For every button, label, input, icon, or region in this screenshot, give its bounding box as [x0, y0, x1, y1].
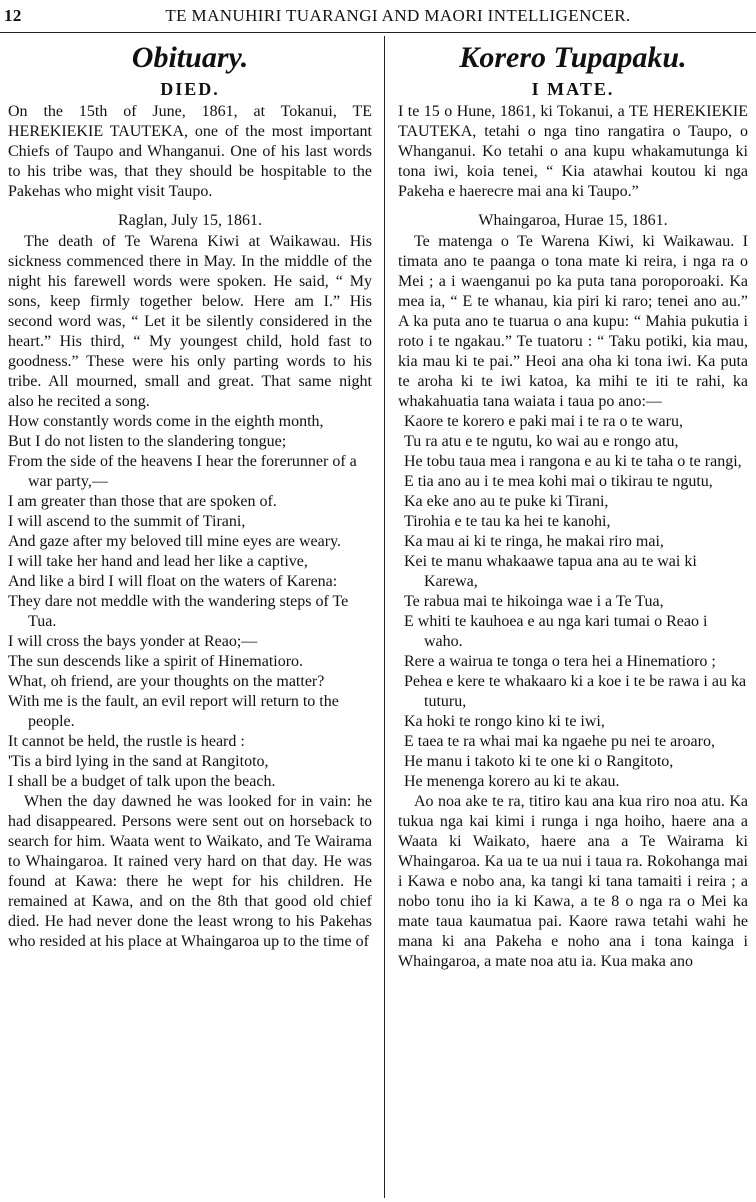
- article-paragraph-2: Ao noa ake te ra, titiro kau ana kua riro noa atu. Ka tukua nga kai kimi i runga i nga hoiho, haere ana a Waata ki Waikato, haere ana a Te Wairama ki Whaingaroa. Ka ua te ua nui i taua ra. Rokohanga mai i Kawa e nobo ana, ka tangi ki tana tamaiti i reira ; a nobo tonu iho ia ki Kawa, a te 8 o nga ra o Mei ka mate taua kaumatua pai. Kaore rawa tetahi wahi he mana ki ana Pakeha e noho ana i tona kainga i Whaingaroa, a mate noa atu ia. Kua maka ano: [398, 793, 748, 970]
- verse-line: With me is the fault, an evil report will return to the people.: [8, 693, 339, 730]
- verse-line: Kaore te korero e paki mai i te ra o te waru,: [404, 413, 683, 430]
- obituary-heading: Obituary.: [131, 41, 249, 74]
- verse-line: Kei te manu whakaawe tapua ana au te wai ki Karewa,: [404, 553, 697, 590]
- verse-line: What, oh friend, are your thoughts on the matter?: [8, 673, 325, 690]
- verse-line: The sun descends like a spirit of Hinematioro.: [8, 653, 304, 670]
- verse-line: Rere a wairua te tonga o tera hei a Hinematioro ;: [404, 653, 716, 670]
- verse-line: E tia ano au i te mea kohi mai o tikirau te ngutu,: [404, 473, 713, 490]
- death-notice: On the 15th of June, 1861, at Tokanui, TE HEREKIEKIE TAUTEKA, one of the most important Chiefs of Taupo and Whanganui. One of his last words to his tribe was, that they should be hospitable to the Pakehas who might visit Taupo.: [8, 103, 372, 200]
- masthead-title: TE MANUHIRI TUARANGI AND MAORI INTELLIGENCER.: [165, 6, 631, 25]
- verse-line: He menenga korero au ki te akau.: [404, 773, 620, 790]
- verse-line: Ka mau ai ki te ringa, he makai riro mai,: [404, 533, 664, 550]
- verse-line: Ka eke ano au te puke ki Tirani,: [404, 493, 609, 510]
- verse-line: I will cross the bays yonder at Reao;—: [8, 633, 258, 650]
- i-mate-subheading: I MATE.: [531, 79, 615, 99]
- english-column: [8, 36, 372, 952]
- verse-line: And like a bird I will float on the waters of Karena:: [8, 573, 338, 590]
- song-verse: [398, 412, 748, 792]
- header-rule: [0, 32, 756, 33]
- verse-line: But I do not listen to the slandering tongue;: [8, 433, 287, 450]
- verse-line: I will ascend to the summit of Tirani,: [8, 513, 246, 530]
- spacer: [8, 202, 372, 210]
- article-paragraph-1: The death of Te Warena Kiwi at Waikawau. His sickness commenced there in May. In the middle of the night his farewell words were spoken. He said, “ My sons, keep firmly together below. Here am I.” His second word was, “ Let it be silently considered in the heart.” His third, “ My youngest child, hold fast to goodness.” These were his only parting words to his tribe. All mourned, small and great. That same night also he recited a song.: [8, 233, 372, 410]
- verse-line: I shall be a budget of talk upon the beach.: [8, 773, 276, 790]
- verse-line: He manu i takoto ki te one ki o Rangitoto,: [404, 753, 674, 770]
- verse-line: 'Tis a bird lying in the sand at Rangitoto,: [8, 753, 269, 770]
- article-paragraph-1: Te matenga o Te Warena Kiwi, ki Waikawau. I timata ano te paanga o tona mate ki reira, i nga ra o Mei ; a i waenganui po ka puta tana poroporoaki. Ka mea ia, “ E te whanau, kia piri ki raro; tenei ano au.” A ka puta ano te tuarua o ana kupu: “ Mahia pukutia i roto i te ngakau.” Te tuatoru : “ Taku potiki, kia mau, kia mau ki te pai.” Heoi ana oha ki tona iwi. Ka puta te aroha ki te iwi katoa, ka mihi te iti te rahi, ka whakahuatia tana waiata i taua po ano:—: [398, 233, 748, 410]
- maori-column: [398, 36, 748, 972]
- verse-line: I am greater than those that are spoken of.: [8, 493, 277, 510]
- song-verse: [8, 412, 372, 792]
- page-number: 12: [4, 6, 22, 25]
- verse-line: Ka hoki te rongo kino ki te iwi,: [404, 713, 605, 730]
- verse-line: Tu ra atu e te ngutu, ko wai au e rongo atu,: [404, 433, 679, 450]
- verse-line: Te rabua mai te hikoinga wae i a Te Tua,: [404, 593, 664, 610]
- verse-line: E whiti te kauhoea e au nga kari tumai o Reao i waho.: [404, 613, 708, 650]
- article-paragraph-2: When the day dawned he was looked for in vain: he had disappeared. Persons were sent out on horseback to search for him. Waata went to Waikato, and Te Wairama to Whaingaroa. It rained very hard on that day. He was found at Kawa: there he wept for his children. He remained at Kawa, and on the 8th that good old chief died. He had never done the least wrong to his Pakehas who resided at his place at Whaingaroa up to the time of: [8, 793, 372, 950]
- verse-line: And gaze after my beloved till mine eyes are weary.: [8, 533, 342, 550]
- dateline: Raglan, July 15, 1861.: [118, 212, 262, 229]
- column-divider: [384, 36, 385, 1198]
- verse-line: Tirohia e te tau ka hei te kanohi,: [404, 513, 611, 530]
- verse-line: They dare not meddle with the wandering steps of Te Tua.: [8, 593, 349, 630]
- spacer: [398, 202, 748, 210]
- korero-heading: Korero Tupapaku.: [459, 41, 687, 74]
- verse-line: How constantly words come in the eighth month,: [8, 413, 324, 430]
- verse-line: It cannot be held, the rustle is heard :: [8, 733, 245, 750]
- verse-line: E taea te ra whai mai ka ngaehe pu nei te aroaro,: [404, 733, 715, 750]
- death-notice: I te 15 o Hune, 1861, ki Tokanui, a TE HEREKIEKIE TAUTEKA, tetahi o nga tino rangatira o Taupo, o Whanganui. Ko tetahi o ana kupu whakamutunga ki tona iwi, koia tenei, “ Kia atawhai koutou ki nga Pakeha e haerecre mai ana ki Taupo.”: [398, 103, 748, 200]
- died-subheading: DIED.: [160, 79, 220, 99]
- running-head: [0, 6, 756, 30]
- verse-line: Pehea e kere te whakaaro ki a koe i te be rawa i au ka tuturu,: [404, 673, 747, 710]
- verse-line: He tobu taua mea i rangona e au ki te taha o te rangi,: [404, 453, 742, 470]
- verse-line: I will take her hand and lead her like a captive,: [8, 553, 308, 570]
- dateline: Whaingaroa, Hurae 15, 1861.: [478, 212, 668, 229]
- verse-line: From the side of the heavens I hear the forerunner of a war party,—: [8, 453, 357, 490]
